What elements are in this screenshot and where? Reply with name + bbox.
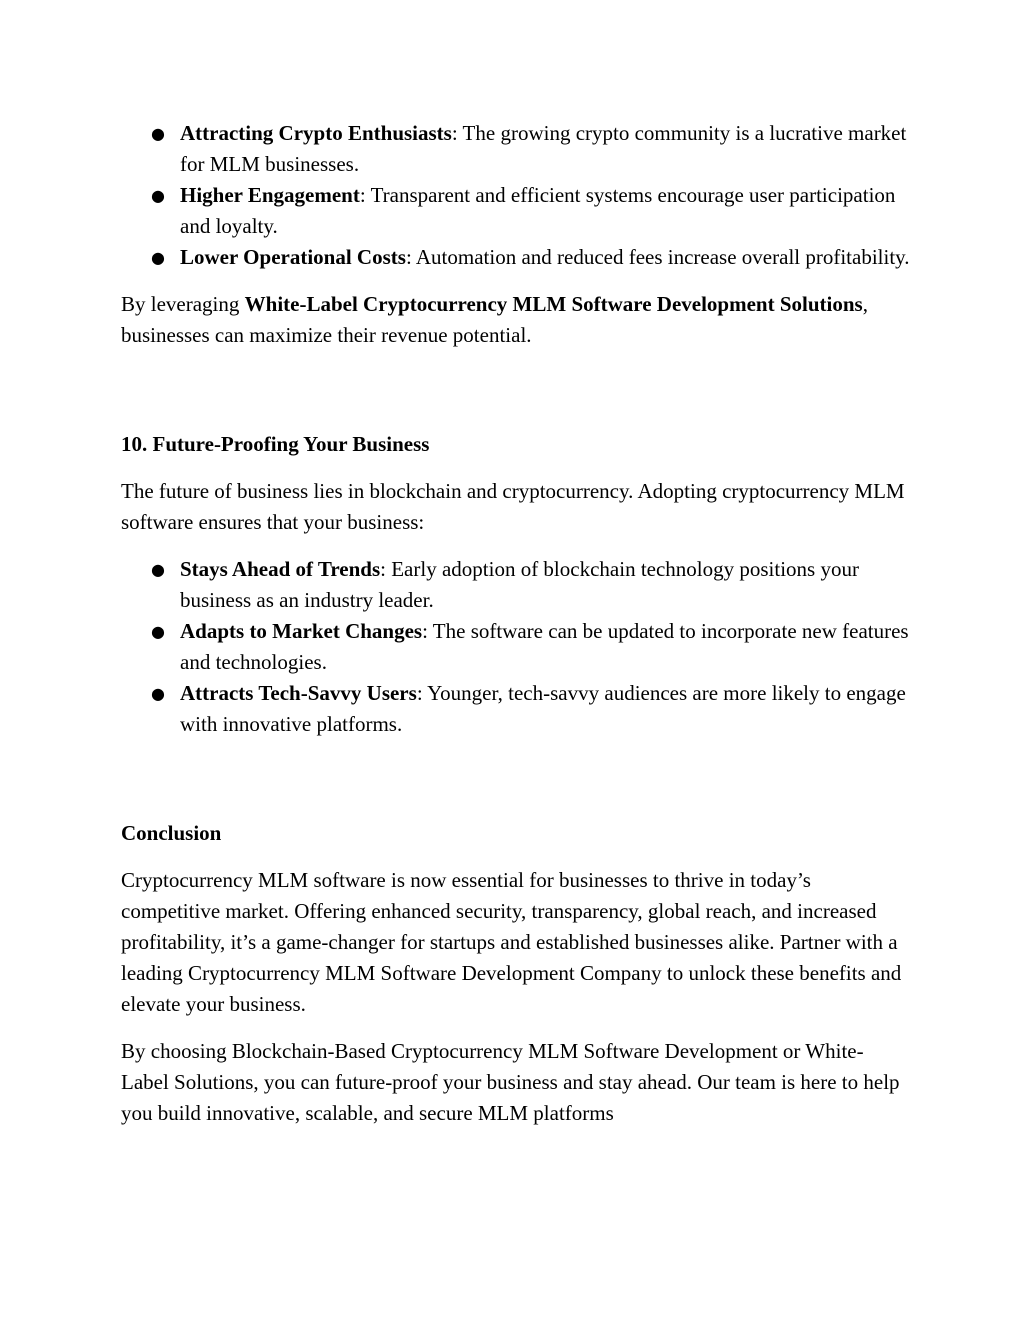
- list-item-term: Attracting Crypto Enthusiasts: [180, 121, 452, 145]
- bullet-icon: ●: [151, 622, 165, 641]
- list-item-term: Stays Ahead of Trends: [180, 557, 381, 581]
- paragraph-text: By leveraging: [121, 292, 245, 316]
- list-item: [151, 118, 911, 180]
- list-item-desc: : Automation and reduced fees increase overall profitability.: [405, 245, 910, 269]
- paragraph-text: , businesses can maximize their revenue potential.: [121, 292, 868, 347]
- list-item-desc: : The growing crypto community is a lucrative market for MLM businesses.: [180, 121, 907, 176]
- section-heading: 10. Future-Proofing Your Business: [121, 432, 430, 456]
- conclusion-paragraph-1: Cryptocurrency MLM software is now essential for businesses to thrive in today’s competitive market. Offering enhanced security, transparency, global reach, and increased profitability, it’s a game-changer for startups and established businesses alike. Partner with a leading Cryptocurrency MLM Software Development Company to unlock these benefits and elevate your business.: [121, 868, 902, 1016]
- list-item-desc: : Transparent and efficient systems encourage user participation and loyalty.: [180, 183, 896, 238]
- section-intro: The future of business lies in blockchain and cryptocurrency. Adopting cryptocurrency MLM software ensures that your business:: [121, 479, 905, 534]
- bullet-icon: ●: [151, 684, 165, 703]
- list-item: [151, 554, 911, 616]
- list-item-term: Adapts to Market Changes: [180, 619, 423, 643]
- bullet-icon: ●: [151, 186, 165, 205]
- list-item-term: Higher Engagement: [180, 183, 360, 207]
- list-item-desc: : Early adoption of blockchain technology positions your business as an industry leader.: [180, 557, 859, 612]
- list-item: [151, 180, 911, 242]
- future-list: [121, 554, 911, 740]
- bullet-icon: ●: [151, 124, 165, 143]
- conclusion-heading: Conclusion: [121, 821, 222, 845]
- list-item-term: Attracts Tech-Savvy Users: [180, 681, 417, 705]
- list-item: [151, 242, 911, 273]
- list-item: [151, 616, 911, 678]
- list-item: [151, 678, 911, 740]
- document-page: [121, 118, 911, 1129]
- bullet-icon: ●: [151, 248, 165, 267]
- benefits-list: [121, 118, 911, 273]
- list-item-term: Lower Operational Costs: [180, 245, 406, 269]
- paragraph-bold-text: White-Label Cryptocurrency MLM Software Development Solutions: [244, 292, 863, 316]
- list-item-desc: : The software can be updated to incorporate new features and technologies.: [180, 619, 909, 674]
- revenue-paragraph: [121, 289, 911, 351]
- bullet-icon: ●: [151, 560, 165, 579]
- list-item-desc: : Younger, tech-savvy audiences are more likely to engage with innovative platforms.: [180, 681, 906, 736]
- conclusion-paragraph-2: By choosing Blockchain-Based Cryptocurrency MLM Software Development or White-Label Solutions, you can future-proof your business and stay ahead. Our team is here to help you build innovative, scalable, and secure MLM platforms: [121, 1039, 900, 1125]
